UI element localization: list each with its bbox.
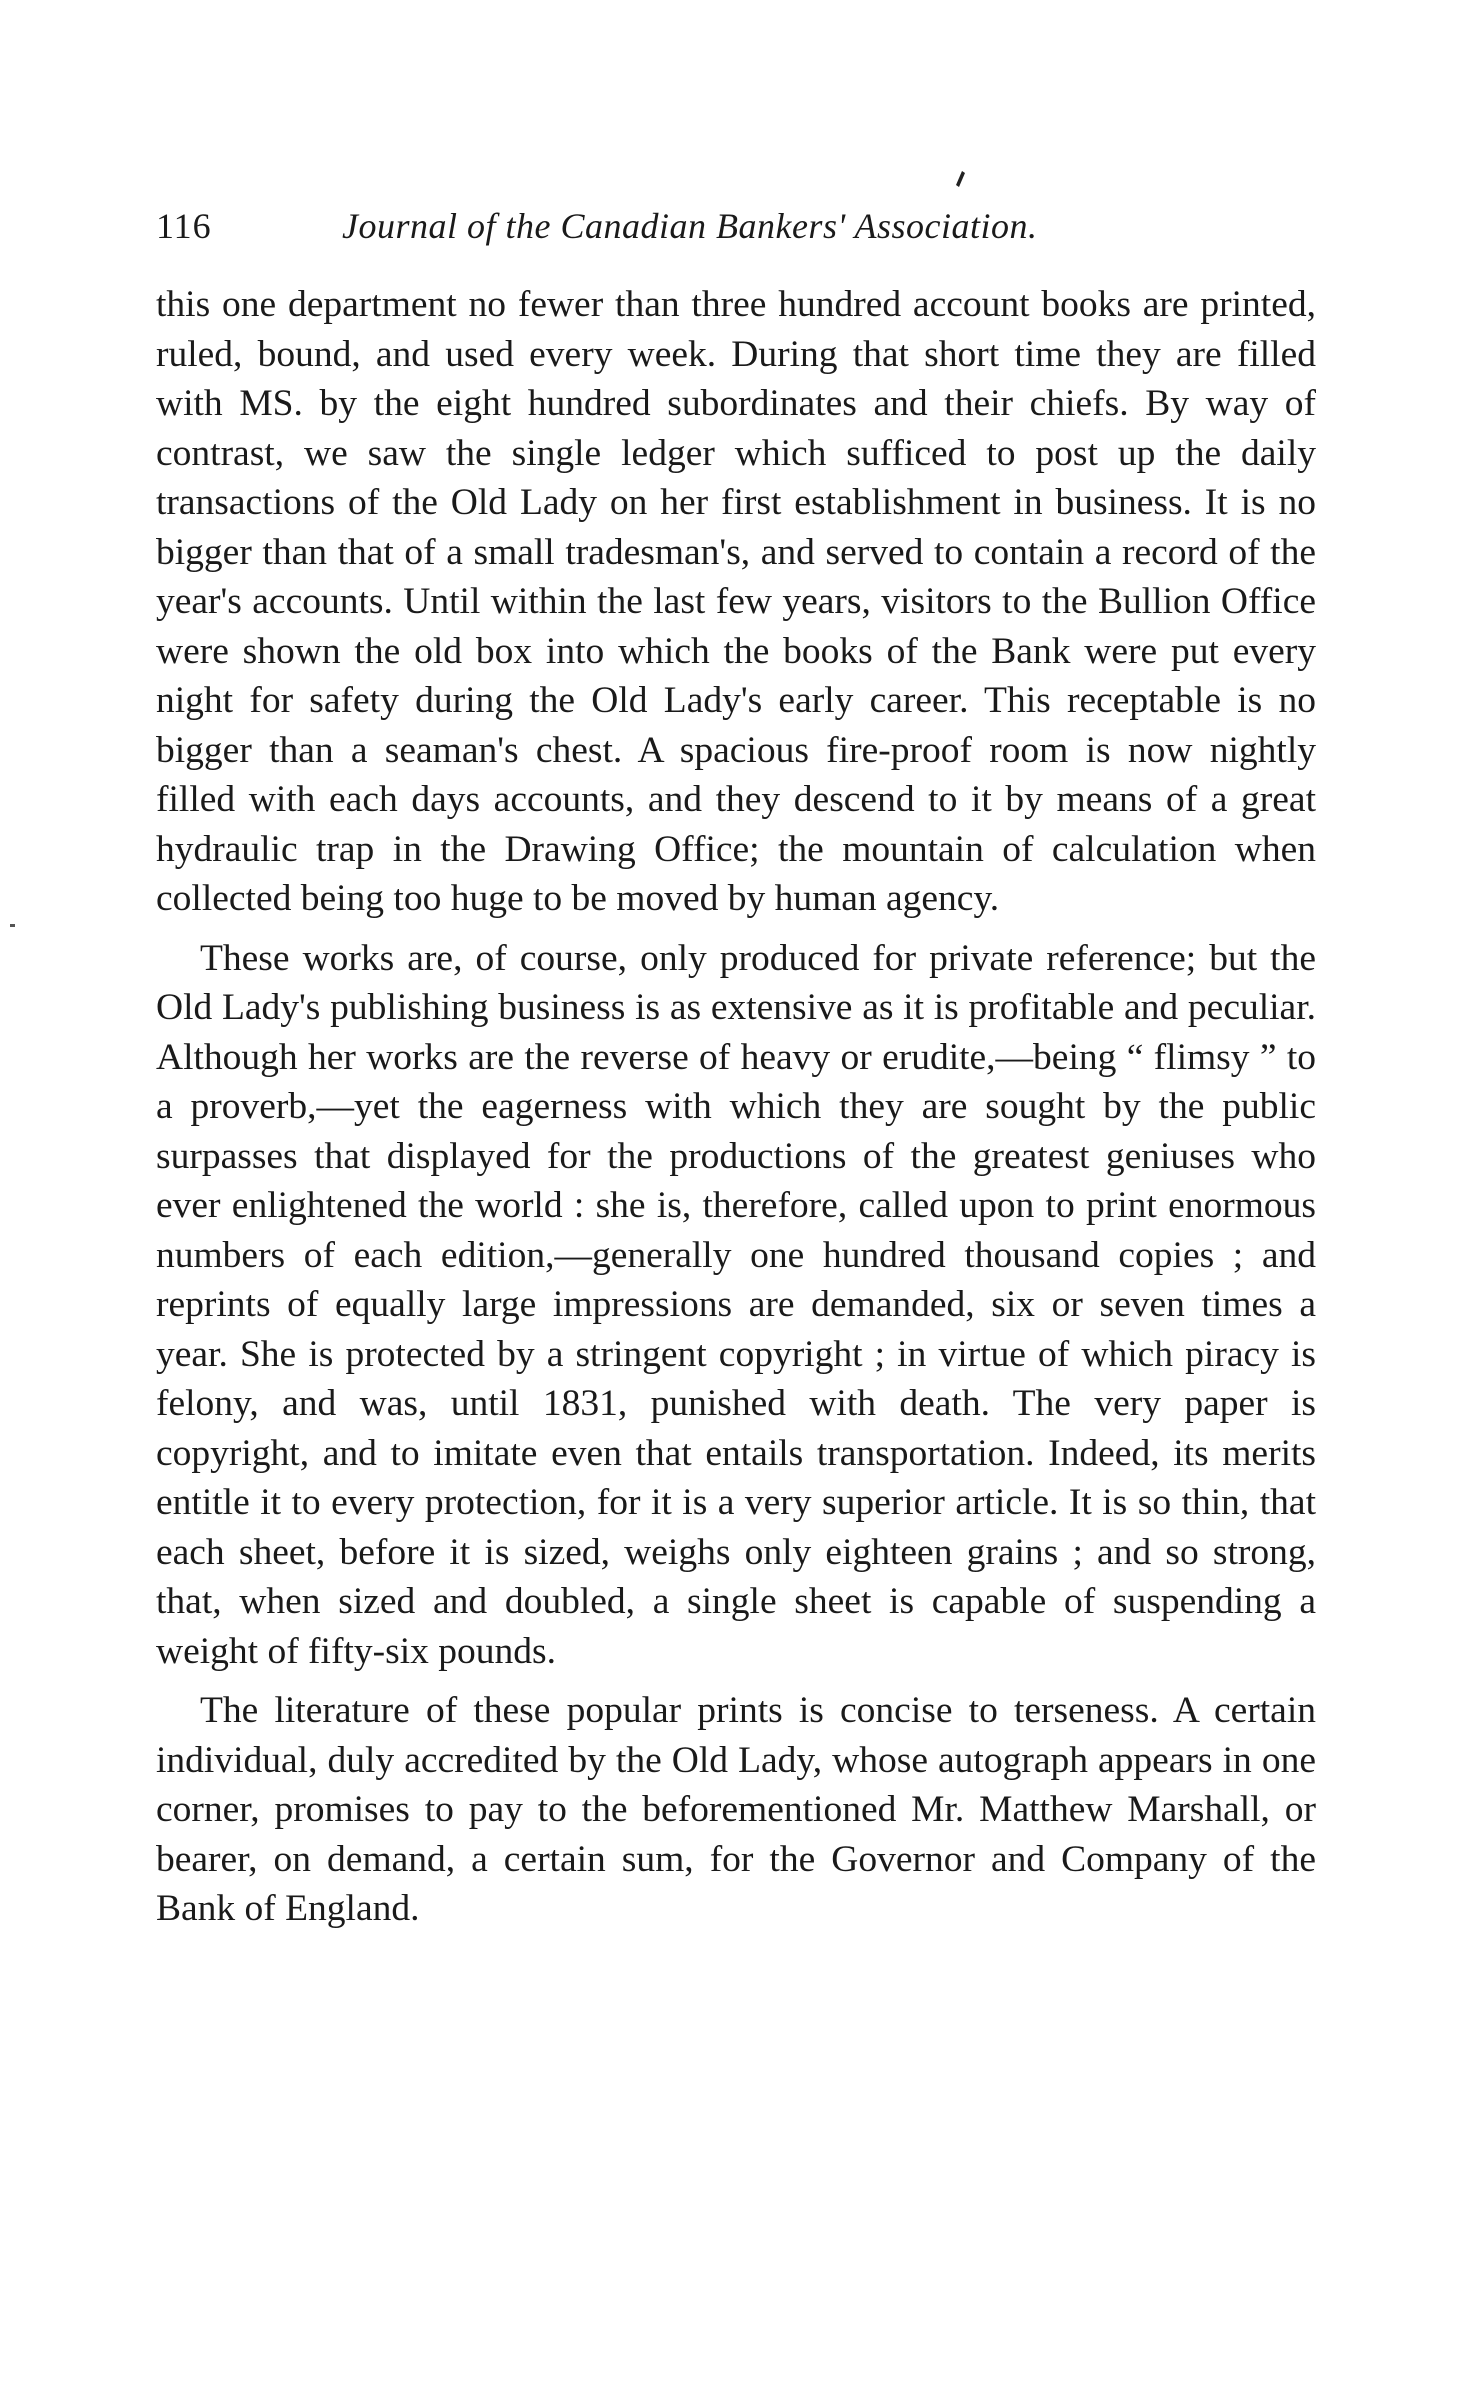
paragraph-1: this one department no fewer than three hundred account books are printed, ruled, bound, and used every week. During that short time they are filled with MS. by the eight hundred subordinates and their chiefs. By way of contrast, we saw the single ledger which sufficed to post up the daily transactions of the Old Lady on her first establishment in business. It is no bigger than that of a small tradesman's, and served to contain a record of the year's accounts. Until within the last few years, visitors to the Bullion Office were shown the old box into which the books of the Bank were put every night for safety during the Old Lady's early career. This receptable is no bigger than a seaman's chest. A spacious fire-proof room is now nightly filled with each days accounts, and they descend to it by means of a great hydraulic trap in the Drawing Office; the mountain of calculation when collected being too huge to be moved by human agency. (156, 284, 1316, 919)
paragraph-2: These works are, of course, only produced for private reference; but the Old Lady's publishing business is as extensive as it is profitable and peculiar. Although her works are the reverse of heavy or erudite,—being “ flimsy ” to a proverb,—yet the eagerness with which they are sought by the public surpasses that displayed for the productions of the greatest geniuses who ever enlightened the world : she is, therefore, called upon to print enormous numbers of each edition,—generally one hundred thousand copies ; and reprints of equally large impressions are demanded, six or seven times a year. She is protected by a stringent copyright ; in virtue of which piracy is felony, and was, until 1831, punished with death. The very paper is copyright, and to imitate even that entails transportation. Indeed, its merits entitle it to every protection, for it is a very superior article. It is so thin, that each sheet, before it is sized, weighs only eighteen grains ; and so strong, that, when sized and doubled, a single sheet is capable of suspending a weight of fifty-six pounds. (156, 937, 1316, 1672)
margin-speck (10, 924, 15, 927)
running-head (156, 196, 1316, 256)
body-text (156, 280, 1316, 1944)
page-number: 116 (156, 206, 212, 246)
ink-mark-icon (955, 171, 965, 187)
paragraph-3: The literature of these popular prints is concise to terseness. A certain individual, duly accredited by the Old Lady, whose autograph appears in one corner, promises to pay to the beforementioned Mr. Matthew Marshall, or bearer, on demand, a certain sum, for the Governor and Company of the Bank of England. (156, 1690, 1316, 1929)
journal-title: Journal of the Canadian Bankers' Association. (342, 206, 1038, 246)
